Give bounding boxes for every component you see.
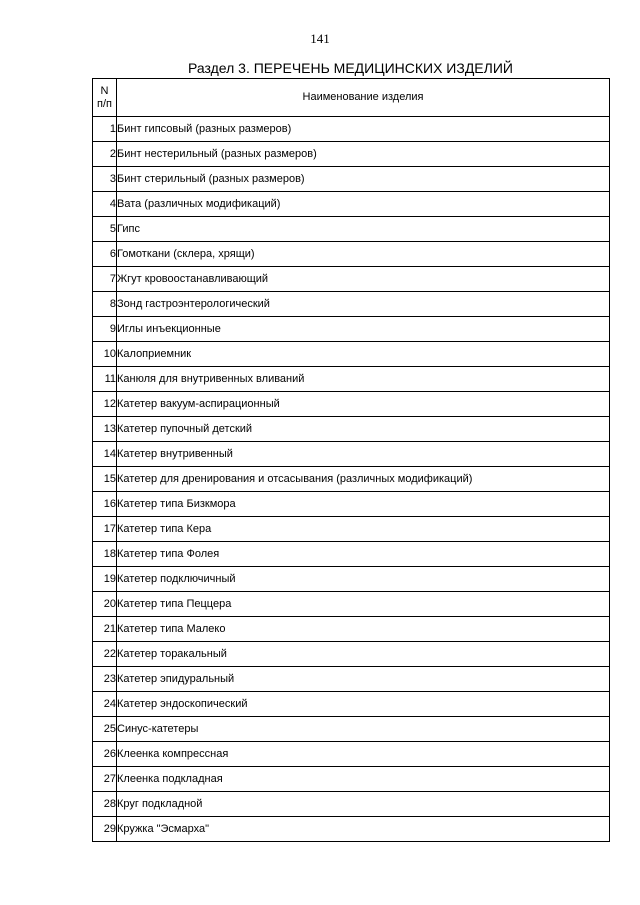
- row-number-cell: 11: [93, 367, 117, 392]
- table-row: [93, 692, 610, 717]
- row-number-cell: 26: [93, 742, 117, 767]
- item-name-cell: Клеенка компрессная: [117, 742, 610, 767]
- item-name-cell: Бинт нестерильный (разных размеров): [117, 142, 610, 167]
- table-row: [93, 217, 610, 242]
- item-name-cell: Гипс: [117, 217, 610, 242]
- table-row: [93, 667, 610, 692]
- header-number-line1: N: [100, 84, 109, 97]
- section-title: Раздел 3. ПЕРЕЧЕНЬ МЕДИЦИНСКИХ ИЗДЕЛИЙ: [188, 60, 513, 76]
- header-name-cell: Наименование изделия: [117, 79, 610, 117]
- item-name-cell: Бинт стерильный (разных размеров): [117, 167, 610, 192]
- item-name-cell: Катетер типа Бизкмора: [117, 492, 610, 517]
- medical-items-table: [92, 78, 610, 842]
- table-row: [93, 192, 610, 217]
- table-row: [93, 117, 610, 142]
- table-row: [93, 617, 610, 642]
- row-number-cell: 17: [93, 517, 117, 542]
- row-number-cell: 13: [93, 417, 117, 442]
- table-row: [93, 417, 610, 442]
- table-row: [93, 267, 610, 292]
- item-name-cell: Катетер внутривенный: [117, 442, 610, 467]
- item-name-cell: Жгут кровоостанавливающий: [117, 267, 610, 292]
- item-name-cell: Катетер типа Кера: [117, 517, 610, 542]
- row-number-cell: 7: [93, 267, 117, 292]
- item-name-cell: Катетер для дренирования и отсасывания (различных модификаций): [117, 467, 610, 492]
- item-name-cell: Вата (различных модификаций): [117, 192, 610, 217]
- table-row: [93, 342, 610, 367]
- table-row: [93, 242, 610, 267]
- row-number-cell: 3: [93, 167, 117, 192]
- table-row: [93, 517, 610, 542]
- row-number-cell: 22: [93, 642, 117, 667]
- row-number-cell: 29: [93, 817, 117, 842]
- item-name-cell: Бинт гипсовый (разных размеров): [117, 117, 610, 142]
- table-header-row: [93, 79, 610, 117]
- table-row: [93, 717, 610, 742]
- row-number-cell: 14: [93, 442, 117, 467]
- row-number-cell: 20: [93, 592, 117, 617]
- row-number-cell: 28: [93, 792, 117, 817]
- table-row: [93, 542, 610, 567]
- row-number-cell: 27: [93, 767, 117, 792]
- table-body: [93, 117, 610, 842]
- item-name-cell: Катетер эндоскопический: [117, 692, 610, 717]
- table-row: [93, 742, 610, 767]
- table-row: [93, 167, 610, 192]
- item-name-cell: Катетер торакальный: [117, 642, 610, 667]
- header-number-cell: [93, 79, 117, 117]
- table-row: [93, 567, 610, 592]
- item-name-cell: Круг подкладной: [117, 792, 610, 817]
- row-number-cell: 8: [93, 292, 117, 317]
- row-number-cell: 23: [93, 667, 117, 692]
- row-number-cell: 10: [93, 342, 117, 367]
- row-number-cell: 12: [93, 392, 117, 417]
- table-row: [93, 792, 610, 817]
- table-row: [93, 492, 610, 517]
- row-number-cell: 19: [93, 567, 117, 592]
- table-row: [93, 767, 610, 792]
- item-name-cell: Катетер типа Фолея: [117, 542, 610, 567]
- row-number-cell: 4: [93, 192, 117, 217]
- header-number-line2: п/п: [97, 97, 112, 110]
- item-name-cell: Катетер типа Пеццера: [117, 592, 610, 617]
- row-number-cell: 6: [93, 242, 117, 267]
- item-name-cell: Синус-катетеры: [117, 717, 610, 742]
- item-name-cell: Иглы инъекционные: [117, 317, 610, 342]
- item-name-cell: Гомоткани (склера, хрящи): [117, 242, 610, 267]
- item-name-cell: Кружка "Эсмарха": [117, 817, 610, 842]
- item-name-cell: Клеенка подкладная: [117, 767, 610, 792]
- item-name-cell: Катетер типа Малеко: [117, 617, 610, 642]
- row-number-cell: 18: [93, 542, 117, 567]
- table-row: [93, 467, 610, 492]
- item-name-cell: Катетер эпидуральный: [117, 667, 610, 692]
- table-row: [93, 642, 610, 667]
- row-number-cell: 16: [93, 492, 117, 517]
- row-number-cell: 25: [93, 717, 117, 742]
- table-row: [93, 442, 610, 467]
- row-number-cell: 9: [93, 317, 117, 342]
- row-number-cell: 5: [93, 217, 117, 242]
- table-row: [93, 292, 610, 317]
- row-number-cell: 2: [93, 142, 117, 167]
- item-name-cell: Зонд гастроэнтерологический: [117, 292, 610, 317]
- row-number-cell: 1: [93, 117, 117, 142]
- item-name-cell: Калоприемник: [117, 342, 610, 367]
- row-number-cell: 15: [93, 467, 117, 492]
- table-row: [93, 317, 610, 342]
- table-row: [93, 392, 610, 417]
- row-number-cell: 24: [93, 692, 117, 717]
- row-number-cell: 21: [93, 617, 117, 642]
- table-row: [93, 817, 610, 842]
- page-number: 141: [310, 31, 330, 46]
- table-row: [93, 367, 610, 392]
- item-name-cell: Катетер подключичный: [117, 567, 610, 592]
- table-row: [93, 592, 610, 617]
- item-name-cell: Катетер вакуум-аспирационный: [117, 392, 610, 417]
- item-name-cell: Катетер пупочный детский: [117, 417, 610, 442]
- item-name-cell: Канюля для внутривенных вливаний: [117, 367, 610, 392]
- table-row: [93, 142, 610, 167]
